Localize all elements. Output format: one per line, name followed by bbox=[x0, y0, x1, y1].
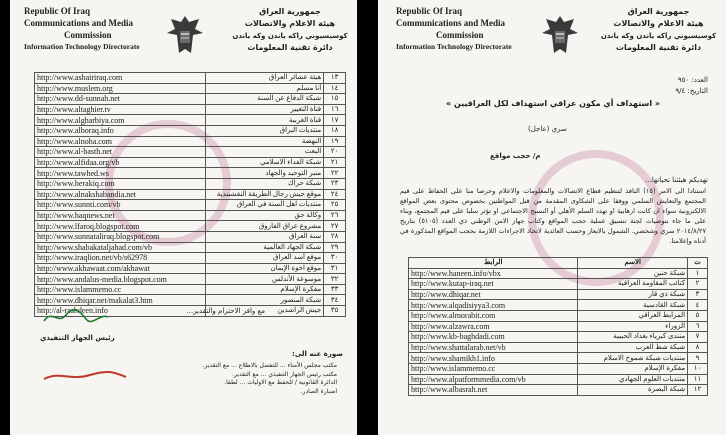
row-number: ١٧ bbox=[324, 115, 346, 126]
site-name: قناة الغربية bbox=[206, 115, 324, 126]
header-en-line: Information Technology Directorate bbox=[396, 42, 512, 51]
site-url: http://www.sunnataliraq.blogspot.com bbox=[35, 231, 206, 242]
header-ar-line: كوسيسيوني راكه ياندن وكه ياندن bbox=[600, 32, 717, 40]
site-name: وكالة حق bbox=[206, 210, 324, 221]
table-row bbox=[409, 279, 708, 290]
table-row bbox=[35, 210, 346, 221]
row-number: ٢٤ bbox=[324, 189, 346, 200]
row-number: ٢ bbox=[688, 279, 708, 290]
letter-body: استنادا الى الامر (١٥) النافذ لتنظيم قطاع الاتصالات والمعلومات والاعلام وحرصا منا على الحفاظ على قيم المجتمع والتعايش السلمي ووفقا على الشكاوى المقدمة من قبل المواطنين بخصوص محتوى بعض المواقع الالكترونية سواء ان كانت ارهابية او تهدد السلم الأهلي أو النسيج الاجتماعي او تؤثر سلبا على قيم المجتمع، وبناء على ما جاء بتوصيات لجنة تنسيق عملية حجب المواقع وكتاب جهاز الامن الوطني ذي العدد (٥١٠٥) بتاريخ ٢٠١٤/٨/٢٧ سري وشخصي. الشمول بالايعاز وحسب العائدية لاتخاذ الاجراءات اللازمة بحجب المواقع المذكورة في أدناه وإعلامنا. bbox=[400, 187, 706, 245]
site-url: http://www.dd-sunnah.net bbox=[35, 94, 206, 105]
row-number: ٦ bbox=[688, 321, 708, 332]
closing-text: مع وافر الاحترام والتقدير... bbox=[186, 307, 265, 315]
header-en-line: Commission bbox=[64, 30, 112, 40]
site-url: http://www.shabakataljahad.com/vb bbox=[35, 242, 206, 253]
site-url: http://www.islammemo.cc bbox=[35, 284, 206, 295]
table-row bbox=[409, 342, 708, 353]
row-number: ٣٠ bbox=[324, 253, 346, 264]
site-name: شبكة الدفاع عن السنة bbox=[206, 94, 324, 105]
site-name: منتدى كبرياء بغداد الحبيبة bbox=[578, 332, 688, 343]
site-name: منتديات العلوم الجهادي bbox=[578, 374, 688, 385]
site-name: جيش الراشدين bbox=[206, 306, 324, 317]
letter-page-2 bbox=[10, 0, 357, 435]
site-url: http://www.alqadisiyya3.com bbox=[409, 300, 578, 311]
site-name: منبر التوحيد والجهاد bbox=[206, 168, 324, 179]
table-row bbox=[409, 353, 708, 364]
site-url: http://www.herakiq.com bbox=[35, 178, 206, 189]
site-name: مفكرة الإسلام bbox=[578, 363, 688, 374]
greeting: تهديكم هيئتنا تحياتها... bbox=[645, 176, 708, 184]
row-number: ١٩ bbox=[324, 136, 346, 147]
row-number: ٢٨ bbox=[324, 231, 346, 242]
table-row bbox=[409, 385, 708, 396]
site-name: موقع جيش رجال الطريقة النقشبندية bbox=[206, 189, 324, 200]
header-ar-line: جمهورية العراق bbox=[627, 7, 690, 16]
copies-item: مكتب مجلس الأمناء ... للتفضل بالاطلاع ... مع التقدير. bbox=[202, 362, 337, 369]
row-number: ٢١ bbox=[324, 157, 346, 168]
reference-number: العدد: ٩٥٠ bbox=[677, 76, 708, 84]
iraq-eagle-emblem-icon bbox=[165, 13, 205, 57]
header-ar-line: دائرة تقنية المعلومات bbox=[247, 43, 333, 52]
letter-page-1 bbox=[378, 0, 726, 435]
site-url: http://www.ashairiraq.com bbox=[35, 73, 206, 84]
blocked-sites-table bbox=[408, 257, 708, 396]
letter-subject: م/ حجب مواقع bbox=[490, 152, 541, 160]
site-url: http://www.alnakshabandia.net bbox=[35, 189, 206, 200]
row-number: ٣ bbox=[688, 289, 708, 300]
row-number: ٢٩ bbox=[324, 242, 346, 253]
row-number: ١١ bbox=[688, 374, 708, 385]
copies-item: اضبارة الصادر. bbox=[300, 387, 337, 395]
copies-list bbox=[137, 362, 337, 396]
row-number: ١ bbox=[688, 268, 708, 279]
site-name: هيئة عشائر العراق bbox=[206, 73, 324, 84]
copies-item: الدائرة القانونية / للحفظ مع الاوليات ... لطفا. bbox=[224, 379, 337, 386]
header-en-line: Communications and Media bbox=[24, 18, 134, 28]
row-number: ١٦ bbox=[324, 104, 346, 115]
table-row bbox=[409, 321, 708, 332]
table-row bbox=[35, 178, 346, 189]
site-url: http://www.dhiqar.net bbox=[409, 289, 578, 300]
row-number: ٤ bbox=[688, 300, 708, 311]
row-number: ٣١ bbox=[324, 263, 346, 274]
site-name: قناة التغيير bbox=[206, 104, 324, 115]
site-url: http://www.tawhed.ws bbox=[35, 168, 206, 179]
site-name: شبكة شط العرب bbox=[578, 342, 688, 353]
site-url: http://www.albasrah.net bbox=[409, 385, 578, 396]
site-url: http://www.alnoha.com bbox=[35, 136, 206, 147]
site-name: كتائب المقاومة العراقية bbox=[578, 279, 688, 290]
table-row bbox=[35, 221, 346, 232]
site-url: http://www.altaghier.tv bbox=[35, 104, 206, 115]
header-ar bbox=[230, 6, 350, 54]
site-name: شبكة ذي قار bbox=[578, 289, 688, 300]
row-number: ٢٦ bbox=[324, 210, 346, 221]
table-row bbox=[35, 94, 346, 105]
table-row bbox=[35, 73, 346, 84]
table-row bbox=[35, 115, 346, 126]
row-number: ١٨ bbox=[324, 125, 346, 136]
table-row bbox=[35, 274, 346, 285]
header-en-line: Commission bbox=[436, 30, 484, 40]
table-row bbox=[35, 189, 346, 200]
signatory: رئيس الجهاز التنفيذي bbox=[40, 334, 115, 342]
table-row bbox=[35, 242, 346, 253]
site-name: موقع اخوة الإيمان bbox=[206, 263, 324, 274]
row-number: ٢٣ bbox=[324, 178, 346, 189]
site-url: http://www.algharbiya.com bbox=[35, 115, 206, 126]
table-row bbox=[409, 310, 708, 321]
blocked-sites-table bbox=[34, 72, 346, 317]
table-row bbox=[35, 168, 346, 179]
site-name: الزوراء bbox=[578, 321, 688, 332]
site-url: http://www.shattalarab.net/vb bbox=[409, 342, 578, 353]
site-url: http://www.dhiqar.net/makalat3.htm bbox=[35, 295, 206, 306]
table-header-row bbox=[409, 258, 708, 269]
row-number: ١٤ bbox=[324, 83, 346, 94]
row-number: ١٣ bbox=[324, 73, 346, 84]
site-url: http://www.alboraq.info bbox=[35, 125, 206, 136]
site-url: http://www.shamikh1.info bbox=[409, 353, 578, 364]
site-name: منتديات اهل السنة في العراق bbox=[206, 200, 324, 211]
site-url: http://www.akhawaat.com/akhawat bbox=[35, 263, 206, 274]
table-row bbox=[35, 263, 346, 274]
site-url: http://www.andalus-media.blogspot.com bbox=[35, 274, 206, 285]
row-number: ٧ bbox=[688, 332, 708, 343]
header-ar-line: هيئة الاعلام والاتصالات bbox=[244, 19, 336, 28]
site-url: http://www.alzawra.com bbox=[409, 321, 578, 332]
row-number: ١٥ bbox=[324, 94, 346, 105]
site-name: مشروع عراق الفاروق bbox=[206, 221, 324, 232]
table-row bbox=[35, 104, 346, 115]
header-ar-line: كوسيسيوني راكه ياندن وكه ياندن bbox=[232, 32, 348, 40]
header-ar-line: دائرة تقنية المعلومات bbox=[615, 43, 702, 52]
column-header-name: الاسم bbox=[578, 258, 688, 269]
row-number: ٢٢ bbox=[324, 168, 346, 179]
site-name: شبكة المنصور bbox=[206, 295, 324, 306]
table-row bbox=[409, 268, 708, 279]
site-name: موسوعة الأندلس bbox=[206, 274, 324, 285]
reference-date: التاريخ: ٩/٤ bbox=[675, 87, 708, 95]
row-number: ٣٢ bbox=[324, 274, 346, 285]
site-name: شبكة الفداء الاسلامي bbox=[206, 157, 324, 168]
table-row bbox=[409, 289, 708, 300]
site-url: http://www.islammemo.cc bbox=[409, 363, 578, 374]
table-row bbox=[35, 157, 346, 168]
table-row bbox=[35, 253, 346, 264]
site-name: سنة العراق bbox=[206, 231, 324, 242]
site-name: البعث bbox=[206, 147, 324, 158]
site-name: المرابط العراقي bbox=[578, 310, 688, 321]
header-en-line: Information Technology Directorate bbox=[24, 42, 140, 51]
site-url: http://www.alpatformmedia.com/vb bbox=[409, 374, 578, 385]
site-name: شبكة حنين bbox=[578, 268, 688, 279]
site-url: http://www.haqnews.net bbox=[35, 210, 206, 221]
table-row bbox=[409, 300, 708, 311]
site-name: شبكة البصرة bbox=[578, 385, 688, 396]
row-number: ٩ bbox=[688, 353, 708, 364]
table-row bbox=[409, 332, 708, 343]
header-ar bbox=[596, 6, 721, 54]
site-url: http://www.kutap-iraq.net bbox=[409, 279, 578, 290]
table-row bbox=[409, 374, 708, 385]
table-row bbox=[35, 136, 346, 147]
row-number: ١٢ bbox=[688, 385, 708, 396]
table-row bbox=[35, 284, 346, 295]
header-ar-line: هيئة الاعلام والاتصالات bbox=[613, 19, 704, 28]
site-name: النهضة bbox=[206, 136, 324, 147]
site-url: http://al-rashdeen.info bbox=[35, 306, 206, 317]
site-name: مفكرة الإسلام bbox=[206, 284, 324, 295]
copies-item: مكتب رئيس الجهاز التنفيذي ... مع التقدير. bbox=[232, 370, 337, 378]
table-row bbox=[409, 363, 708, 374]
column-header-url: الرابط bbox=[409, 258, 578, 269]
table-row bbox=[35, 147, 346, 158]
table-row bbox=[35, 200, 346, 211]
row-number: ٢٥ bbox=[324, 200, 346, 211]
header-en bbox=[24, 5, 140, 53]
site-url: http://www.haneen.info/vbx bbox=[409, 268, 578, 279]
site-name: شبكة حراك bbox=[206, 178, 324, 189]
copies-title: صورة عنه الى: bbox=[292, 350, 343, 358]
letter-slogan: « استهداف أي مكون عراقي استهداف لكل العراقيين » bbox=[446, 99, 661, 108]
row-number: ٢٧ bbox=[324, 221, 346, 232]
site-url: http://www.sunnti.com/vb bbox=[35, 200, 206, 211]
iraq-eagle-emblem-icon bbox=[540, 13, 580, 57]
row-number: ٣٣ bbox=[324, 284, 346, 295]
site-url: http://www.alfidaa.org/vb bbox=[35, 157, 206, 168]
row-number: ٢٠ bbox=[324, 147, 346, 158]
site-url: http://www.iraqlion.net/vb/s62978 bbox=[35, 253, 206, 264]
header-en-line: Communications and Media bbox=[396, 18, 506, 28]
row-number: ٣٤ bbox=[324, 295, 346, 306]
site-name: أنا مسلم bbox=[206, 83, 324, 94]
red-initials-icon bbox=[40, 367, 130, 385]
site-name: منتديات شبكة شموخ الاسلام bbox=[578, 353, 688, 364]
site-name: شبكة الجهاد العالمية bbox=[206, 242, 324, 253]
site-name: منتديات البراق bbox=[206, 125, 324, 136]
header-en-line: Republic Of Iraq bbox=[396, 6, 463, 16]
table-row bbox=[35, 83, 346, 94]
column-header-number: ت bbox=[688, 258, 708, 269]
classification: سري (عاجل) bbox=[528, 125, 567, 133]
site-url: http://www.kb-baghdadi.com bbox=[409, 332, 578, 343]
table-row bbox=[35, 295, 346, 306]
header-en bbox=[396, 5, 512, 53]
row-number: ٣٥ bbox=[324, 306, 346, 317]
table-row bbox=[35, 125, 346, 136]
signature-icon bbox=[40, 307, 112, 327]
row-number: ١٠ bbox=[688, 363, 708, 374]
header-en-line: Republic Of Iraq bbox=[24, 6, 91, 16]
site-url: http://www.lfaroq.blogspot.com bbox=[35, 221, 206, 232]
site-url: http://www.almorabit.com bbox=[409, 310, 578, 321]
row-number: ٥ bbox=[688, 310, 708, 321]
site-name: شبكة القادسية bbox=[578, 300, 688, 311]
row-number: ٨ bbox=[688, 342, 708, 353]
site-url: http://www.al-basth.net bbox=[35, 147, 206, 158]
site-name: موقع أسد العراق bbox=[206, 253, 324, 264]
table-row bbox=[35, 231, 346, 242]
header-ar-line: جمهورية العراق bbox=[259, 7, 321, 16]
site-url: http://www.muslem.org bbox=[35, 83, 206, 94]
